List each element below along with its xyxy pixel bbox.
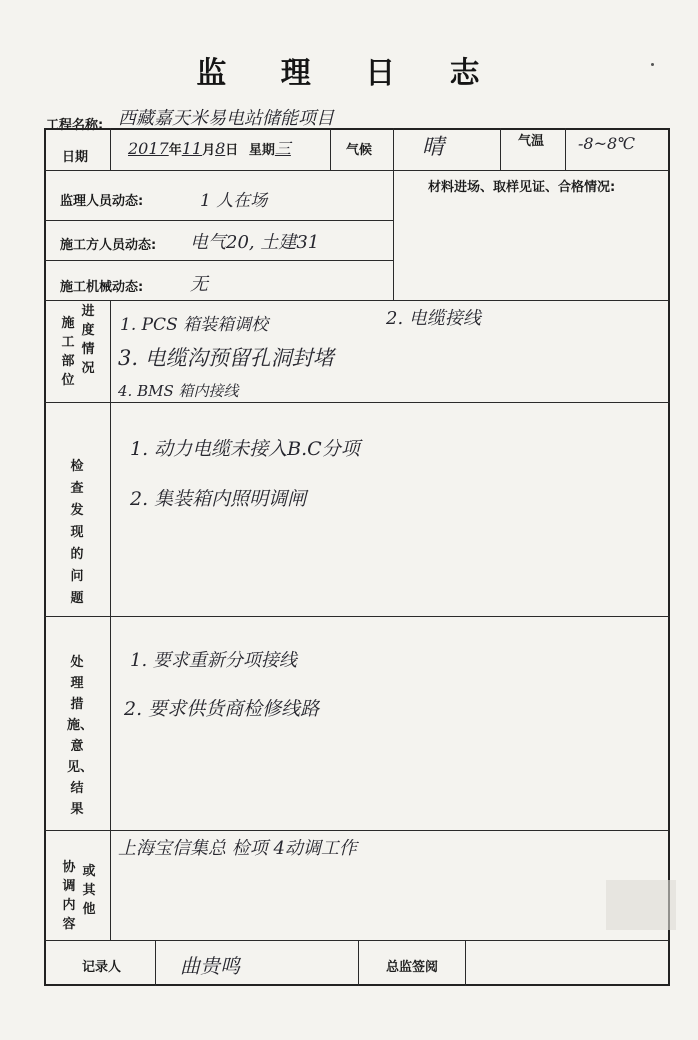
project-name-label: 工程名称: [46, 118, 104, 133]
project-name-value[interactable]: 西藏嘉天米易电站储能项目 [118, 108, 334, 129]
progress-line-3[interactable]: 4. BMS 箱内接线 [118, 382, 239, 400]
supervisor-label: 监理人员动态: [60, 194, 144, 209]
date-value[interactable]: 2017年11月8日 星期三 [128, 139, 291, 158]
recorder-signature[interactable]: 曲贵鸣 [180, 954, 240, 978]
weather-label: 气候 [346, 143, 373, 158]
row-divider [44, 402, 670, 403]
supervisor-value[interactable]: 1 人在场 [200, 191, 268, 211]
temperature-value[interactable]: -8~8℃ [578, 134, 636, 153]
col-divider [465, 940, 466, 986]
weekday-label: 星期 [248, 143, 275, 158]
project-name-row [46, 104, 666, 133]
chief-review-label: 总监签阅 [386, 960, 439, 975]
row-divider [44, 170, 670, 171]
weather-value[interactable]: 晴 [422, 135, 445, 160]
date-month: 11 [181, 139, 203, 158]
col-divider [393, 128, 394, 300]
coordination-label-inner: 或其他 [82, 864, 96, 917]
col-divider [155, 940, 156, 986]
row-divider [44, 220, 393, 221]
col-divider [330, 128, 331, 170]
col-divider [500, 128, 501, 170]
progress-line-1a[interactable]: 1. PCS 箱装箱调校 [120, 315, 269, 335]
inspection-line-1[interactable]: 1. 动力电缆未接入B.C分项 [130, 438, 360, 460]
paper-shadow [606, 880, 676, 930]
page-title: 监 理 日 志 [196, 56, 502, 91]
handling-line-2[interactable]: 2. 要求供货商检修线路 [124, 698, 320, 720]
row-divider [44, 616, 670, 617]
date-year: 2017 [128, 139, 169, 158]
col-divider [565, 128, 566, 170]
weekday-value: 三 [274, 139, 291, 158]
contractor-value[interactable]: 电气20, 土建31 [190, 232, 320, 253]
materials-label: 材料进场、取样见证、合格情况: [428, 180, 616, 195]
progress-line-2[interactable]: 3. 电缆沟预留孔洞封堵 [118, 346, 334, 370]
progress-label-outer: 施工部位 [61, 316, 75, 388]
recorder-label: 记录人 [82, 960, 122, 975]
contractor-label: 施工方人员动态: [60, 238, 157, 253]
punch-mark [651, 63, 654, 66]
handling-label: 处理措施、意见、结果 [67, 655, 94, 817]
row-divider [44, 830, 670, 831]
row-divider [44, 940, 670, 941]
machinery-value[interactable]: 无 [190, 274, 208, 295]
date-label: 日期 [62, 150, 89, 165]
date-day: 8 [215, 139, 226, 158]
col-divider [358, 940, 359, 986]
temperature-label: 气温 [518, 134, 545, 149]
row-divider [44, 260, 393, 261]
progress-line-1b[interactable]: 2. 电缆接线 [386, 308, 481, 329]
coordination-line-1[interactable]: 上海宝信集总 检项 4动调工作 [118, 838, 357, 859]
coordination-label-outer: 协调内容 [62, 860, 76, 932]
progress-label-inner: 进度情况 [81, 304, 95, 376]
inspection-label: 检查发现的问题 [70, 459, 84, 606]
machinery-label: 施工机械动态: [60, 280, 144, 295]
inspection-line-2[interactable]: 2. 集装箱内照明调闸 [130, 488, 307, 510]
col-divider [110, 128, 111, 170]
row-divider [44, 300, 670, 301]
col-divider [110, 300, 111, 940]
handling-line-1[interactable]: 1. 要求重新分项接线 [130, 650, 297, 671]
